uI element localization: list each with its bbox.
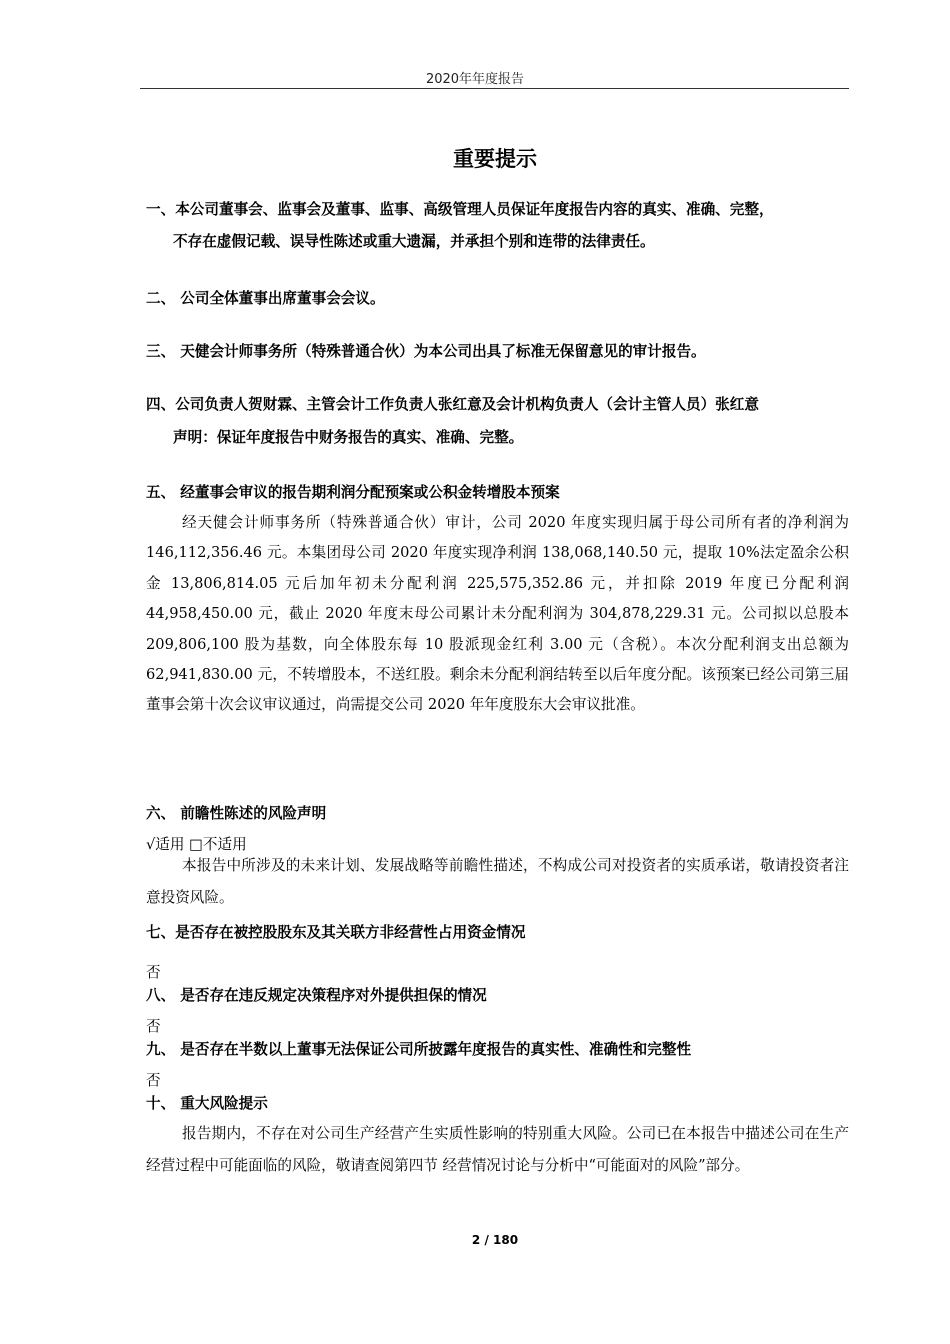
item-seven-answer: 否: [146, 964, 161, 981]
item-one-line2: 不存在虚假记载、误导性陈述或重大遗漏，并承担个别和连带的法律责任。: [173, 233, 655, 250]
item-four-line2: 声明：保证年度报告中财务报告的真实、准确、完整。: [173, 429, 524, 446]
item-eight-heading: 八、 是否存在违反规定决策程序对外提供担保的情况: [146, 987, 487, 1004]
item-three: 三、 天健会计师事务所（特殊普通合伙）为本公司出具了标准无保留意见的审计报告。: [146, 343, 706, 360]
header-title: 2020年年度报告: [425, 72, 525, 87]
item-nine-heading: 九、 是否存在半数以上董事无法保证公司所披露年度报告的真实性、准确性和完整性: [146, 1041, 692, 1058]
item-five-body: 经天健会计师事务所（特殊普通合伙）审计，公司 2020 年度实现归属于母公司所有者的净利润为 146,112,356.46 元。本集团母公司 2020 年度实现净利润 138,068,140.50 元，提取 10%法定盈余公积金 13,806,814.05 元后加年初未分配利润 225,575,352.86 元，并扣除 2019 年度已分配利润 44,958,450.00 元，截止 2020 年度末母公司累计未分配利润为 304,878,229.31 元。公司拟以总股本 209,806,100 股为基数，向全体股东每 10 股派现金红利 3.00 元（含税）。本次分配利润支出总额为 62,941,830.00 元，不转增股本，不送红股。剩余未分配利润结转至以后年度分配。该预案已经公司第三届董事会第十次会议审议通过，尚需提交公司 2020 年年度股东大会审议批准。: [146, 514, 849, 714]
item-four-line1: 四、公司负责人贺财霖、主管会计工作负责人张红意及会计机构负责人（会计主管人员）张红意: [146, 396, 759, 413]
item-one-line1: 一、本公司董事会、监事会及董事、监事、高级管理人员保证年度报告内容的真实、准确、完整，: [146, 201, 774, 218]
item-nine-answer: 否: [146, 1072, 161, 1089]
page-number: 2 / 180: [471, 1233, 519, 1247]
page-title: 重要提示: [453, 147, 537, 171]
item-seven-heading: 七、是否存在被控股股东及其关联方非经营性占用资金情况: [146, 924, 526, 941]
item-ten-heading: 十、 重大风险提示: [146, 1095, 268, 1112]
item-two: 二、 公司全体董事出席董事会会议。: [146, 290, 385, 307]
item-six-option: √适用 □不适用: [146, 836, 247, 853]
header-divider: [140, 88, 849, 89]
item-eight-answer: 否: [146, 1018, 161, 1035]
item-five-heading: 五、 经董事会审议的报告期利润分配预案或公积金转增股本预案: [146, 484, 560, 501]
item-six-heading: 六、 前瞻性陈述的风险声明: [146, 805, 327, 822]
item-ten-body: 报告期内，不存在对公司生产经营产生实质性影响的特别重大风险。公司已在本报告中描述公司在生产经营过程中可能面临的风险，敬请查阅第四节 经营情况讨论与分析中“可能面对的风险”部分。: [146, 1125, 849, 1174]
item-six-body: 本报告中所涉及的未来计划、发展战略等前瞻性描述，不构成公司对投资者的实质承诺，敬请投资者注意投资风险。: [146, 857, 849, 906]
